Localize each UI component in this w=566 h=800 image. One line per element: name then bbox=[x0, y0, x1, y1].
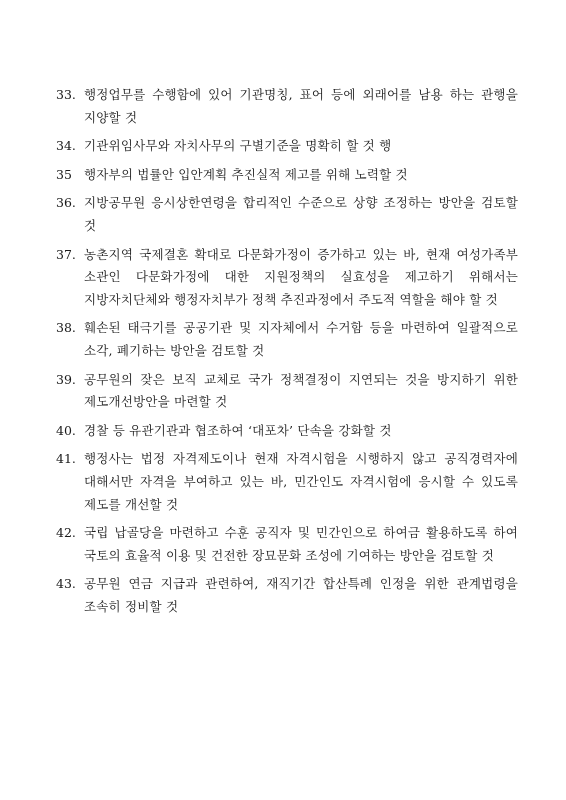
list-item bbox=[56, 164, 518, 187]
item-text: 행정업무를 수행함에 있어 기관명칭, 표어 등에 외래어를 남용 하는 관행을 지양할 것 bbox=[84, 87, 518, 125]
item-number: 42. bbox=[56, 525, 76, 541]
item-number: 37. bbox=[56, 246, 76, 262]
item-number: 35 bbox=[56, 166, 72, 182]
recommendation-list bbox=[56, 84, 518, 624]
item-number: 40. bbox=[56, 422, 76, 438]
list-item bbox=[56, 420, 518, 443]
item-text: 공무원의 잦은 보직 교체로 국가 정책결정이 지연되는 것을 방지하기 위한 제도개선방안을 마련할 것 bbox=[84, 371, 518, 410]
item-number: 34. bbox=[56, 138, 76, 154]
list-item bbox=[56, 448, 518, 516]
item-text: 지방공무원 응시상한연령을 합리적인 수준으로 상향 조정하는 방안을 검토할 것 bbox=[84, 195, 518, 233]
item-number: 39. bbox=[56, 371, 76, 387]
item-number: 36. bbox=[56, 195, 76, 211]
item-text: 기관위임사무와 자치사무의 구별기준을 명확히 할 것 행 bbox=[84, 138, 392, 154]
item-text: 경찰 등 유관기관과 협조하여 ‘대포차’ 단속을 강화할 것 bbox=[84, 422, 392, 438]
item-number: 43. bbox=[56, 576, 76, 592]
item-number: 33. bbox=[56, 87, 76, 102]
list-item bbox=[56, 84, 518, 129]
list-item bbox=[56, 369, 518, 414]
list-item bbox=[56, 317, 518, 362]
item-text: 훼손된 태극기를 공공기관 및 지자체에서 수거함 등을 마련하여 일괄적으로 소각, 폐기하는 방안을 검토할 것 bbox=[84, 320, 518, 358]
item-text: 국립 납골당을 마련하고 수훈 공직자 및 민간인으로 하여금 활용하도록 하여 국토의 효율적 이용 및 건전한 장묘문화 조성에 기여하는 방안을 검토할 것 bbox=[84, 525, 518, 563]
list-item bbox=[56, 135, 518, 158]
list-item bbox=[56, 244, 518, 312]
item-number: 41. bbox=[56, 451, 76, 467]
item-text: 공무원 연금 지급과 관련하여, 재직기간 합산특례 인정을 위한 관계법령을 조속히 정비할 것 bbox=[84, 576, 518, 614]
list-item bbox=[56, 192, 518, 237]
list-item bbox=[56, 522, 518, 567]
list-item bbox=[56, 573, 518, 618]
item-text: 행정사는 법정 자격제도이나 현재 자격시험을 시행하지 않고 공직경력자에 대해서만 자격을 부여하고 있는 바, 민간인도 자격시험에 응시할 수 있도록 제도를 개선할 것 bbox=[84, 451, 518, 512]
item-text: 행자부의 법률안 입안계획 추진실적 제고를 위해 노력할 것 bbox=[84, 166, 408, 182]
item-text: 농촌지역 국제결혼 확대로 다문화가정이 증가하고 있는 바, 현재 여성가족부 소관인 다문화가정에 대한 지원정책의 실효성을 제고하기 위해서는 지방자치단체와 행정자치부가 정책 추진과정에서 주도적 역할을 해야 할 것 bbox=[84, 246, 518, 307]
item-number: 38. bbox=[56, 320, 76, 336]
